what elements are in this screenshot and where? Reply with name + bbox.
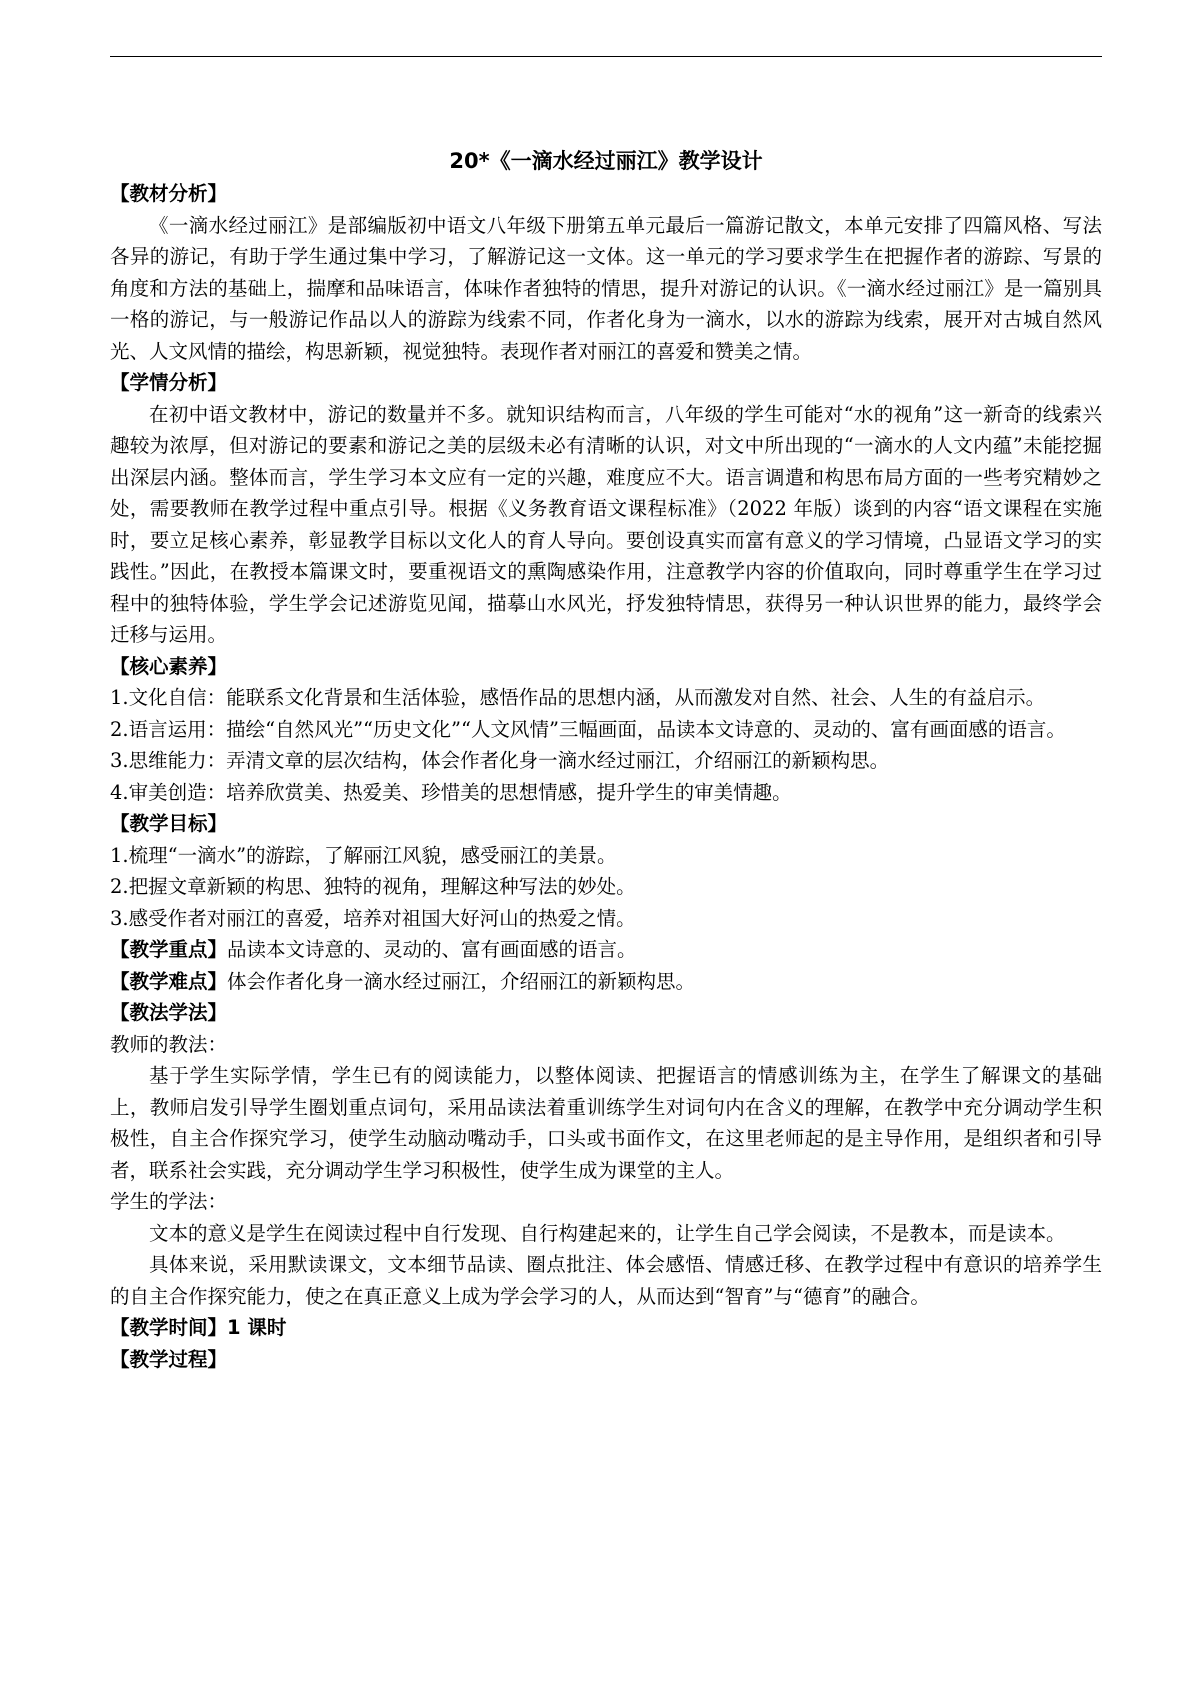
learner-analysis-body: 在初中语文教材中，游记的数量并不多。就知识结构而言，八年级的学生可能对“水的视角”这一新奇的线索兴趣较为浓厚，但对游记的要素和游记之美的层级未必有清晰的认识，对文中所出现的“一滴水的人文内蕴”未能挖掘出深层内涵。整体而言，学生学习本文应有一定的兴趣，难度应不大。语言调遣和构思布局方面的一些考究精妙之处，需要教师在教学过程中重点引导。根据《义务教育语文课程标准》（2022 年版）谈到的内容“语文课程在实施时，要立足核心素养，彰显教学目标以文化人的育人导向。要创设真实而富有意义的学习情境，凸显语文学习的实践性。”因此，在教授本篇课文时，要重视语文的熏陶感染作用，注意教学内容的价值取向，同时尊重学生在学习过程中的独特体验，学生学会记述游览见闻，描摹山水风光，抒发独特情思，获得另一种认识世界的能力，最终学会迁移与运用。 [110,402,1102,646]
teaching-process-heading: 【教学过程】 [110,1347,228,1371]
core-literacy-heading: 【核心素养】 [110,654,228,678]
difficult-point-text: 体会作者化身一滴水经过丽江，介绍丽江的新颖构思。 [227,969,696,993]
document-title: 20*《一滴水经过丽江》教学设计 [449,149,763,173]
teaching-goals-heading: 【教学目标】 [110,812,228,835]
teaching-time-text: 1 课时 [227,1316,287,1339]
key-point-text: 品读本文诗意的、灵动的、富有画面感的语言。 [227,938,637,961]
textbook-analysis-heading: 【教材分析】 [110,182,228,205]
teacher-method-body: 基于学生实际学情，学生已有的阅读能力，以整体阅读、把握语言的情感训练为主，在学生了解课文的基础上，教师启发引导学生圈划重点词句，采用品读法着重训练学生对词句内在含义的理解，在教学中充分调动学生积极性，自主合作探究学习，使学生动脑动嘴动手，口头或书面作文，在这里老师起的是主导作用，是组织者和引导者，联系社会实践，充分调动学生学习积极性，使学生成为课堂的主人。 [110,1064,1102,1182]
core-literacy-item: 1.文化自信：能联系文化背景和生活体验，感悟作品的思想内涵，从而激发对自然、社会、人生的有益启示。 [110,686,1046,709]
teaching-time-line [110,1312,1102,1344]
student-method-body: 文本的意义是学生在阅读过程中自行发现、自行构建起来的，让学生自己学会阅读，不是教本，而是读本。 [149,1221,1066,1245]
teaching-goal-item: 2.把握文章新颖的构思、独特的视角，理解这种写法的妙处。 [110,875,636,898]
teacher-method-label: 教师的教法： [110,1032,228,1056]
student-method-label: 学生的学法： [110,1190,228,1213]
document-page [110,144,1102,1375]
methods-heading: 【教法学法】 [110,1001,228,1024]
core-literacy-item: 3.思维能力：弄清文章的层次结构，体会作者化身一滴水经过丽江，介绍丽江的新颖构思。 [110,749,890,772]
learner-analysis-heading: 【学情分析】 [110,371,228,394]
teaching-goal-item: 1.梳理“一滴水”的游踪，了解丽江风貌，感受丽江的美景。 [110,843,617,867]
core-literacy-item: 2.语言运用：描绘“自然风光”“历史文化”“人文风情”三幅画面，品读本文诗意的、灵动的、富有画面感的语言。 [110,717,1066,741]
header-rule [110,56,1102,57]
core-literacy-item: 4.审美创造：培养欣赏美、热爱美、珍惜美的思想情感，提升学生的审美情趣。 [110,780,792,804]
teaching-goal-item: 3.感受作者对丽江的喜爱，培养对祖国大好河山的热爱之情。 [110,906,636,930]
difficult-point-heading: 【教学难点】 [110,969,228,993]
teaching-time-heading: 【教学时间】 [110,1316,228,1339]
textbook-analysis-body: 《一滴水经过丽江》是部编版初中语文八年级下册第五单元最后一篇游记散文，本单元安排了四篇风格、写法各异的游记，有助于学生通过集中学习，了解游记这一文体。这一单元的学习要求学生在把握作者的游踪、写景的角度和方法的基础上，揣摩和品味语言，体味作者独特的情思，提升对游记的认识。《一滴水经过丽江》是一篇别具一格的游记，与一般游记作品以人的游踪为线索不同，作者化身为一滴水，以水的游踪为线索，展开对古城自然风光、人文风情的描绘，构思新颖，视觉独特。表现作者对丽江的喜爱和赞美之情。 [110,213,1102,363]
key-point-heading: 【教学重点】 [110,938,228,961]
key-point-line [110,934,1102,966]
student-method-body: 具体来说，采用默读课文，文本细节品读、圈点批注、体会感悟、情感迁移、在教学过程中有意识的培养学生的自主合作探究能力，使之在真正意义上成为学会学习的人，从而达到“智育”与“德育”的融合。 [110,1253,1102,1308]
difficult-point-line [110,966,1102,998]
